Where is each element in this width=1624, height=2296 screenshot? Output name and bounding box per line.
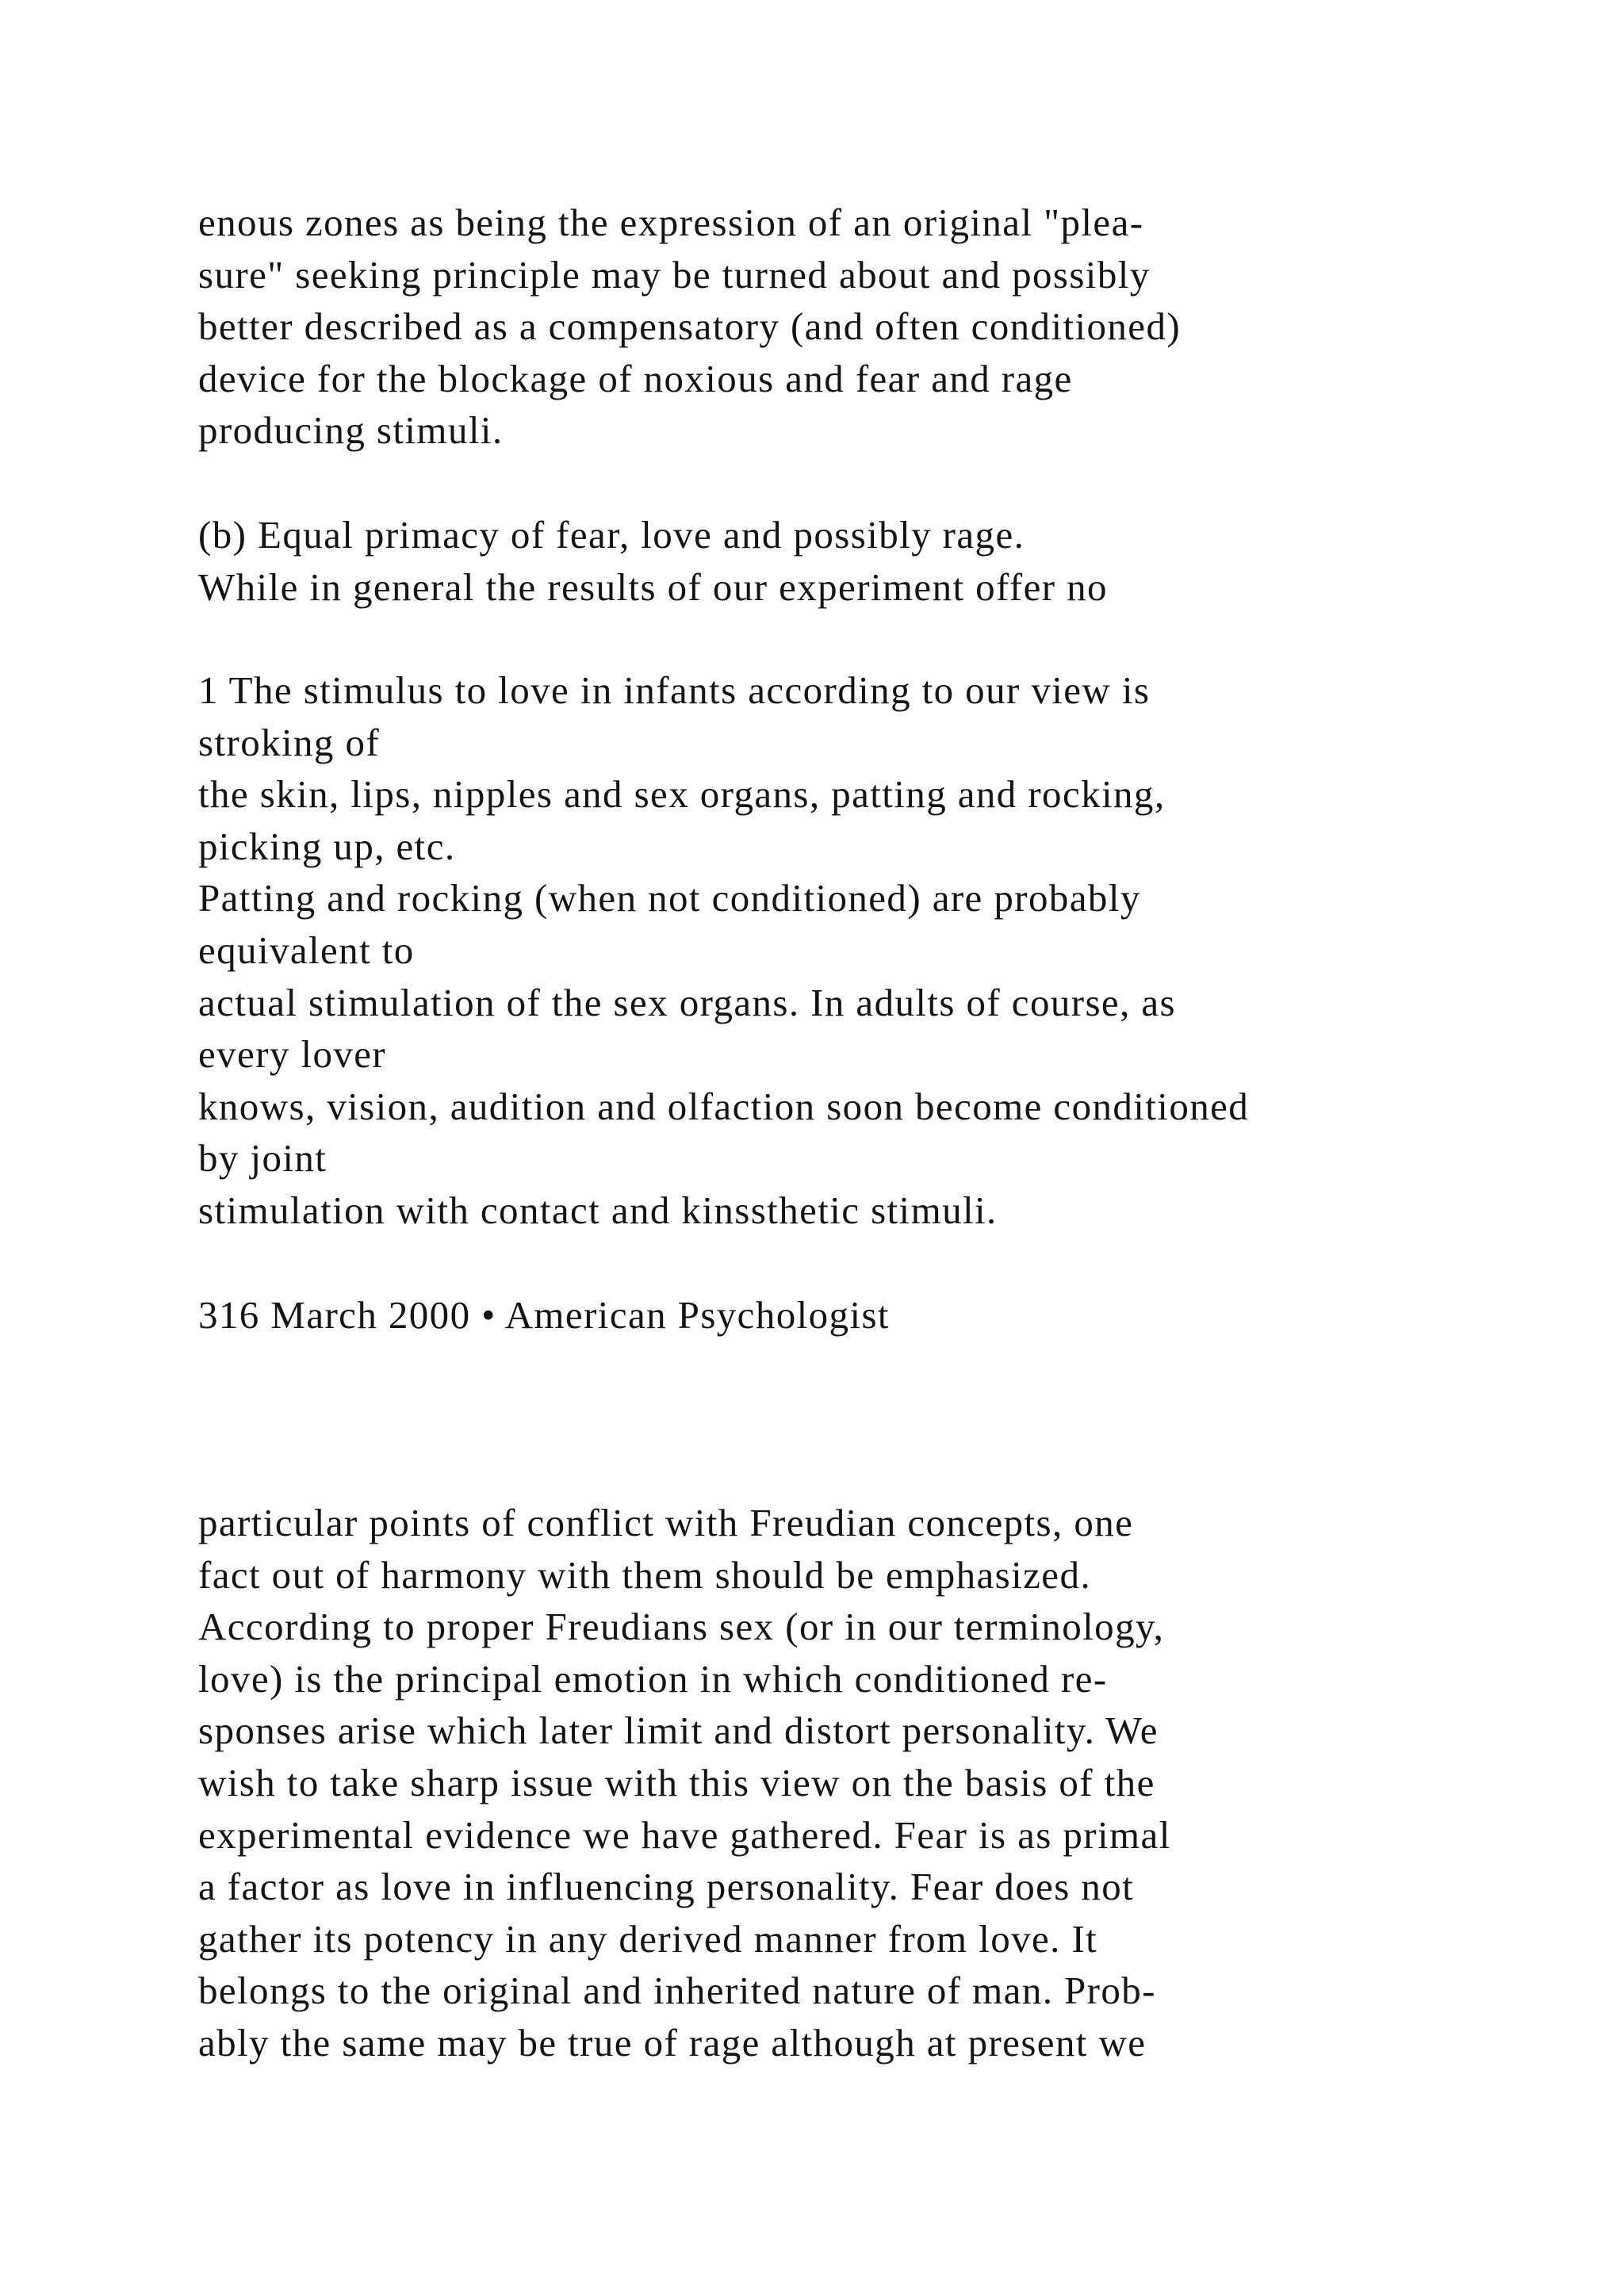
footnote-line: by joint xyxy=(198,1136,327,1181)
section-heading: (b) Equal primacy of fear, love and possibly rage. xyxy=(198,513,1025,557)
text-line: fact out of harmony with them should be emphasized. xyxy=(198,1552,1092,1597)
text-line: wish to take sharp issue with this view on the basis of the xyxy=(198,1760,1155,1804)
footnote-line: the skin, lips, nipples and sex organs, patting and rocking, xyxy=(198,772,1166,817)
paragraph-freudian-conflict xyxy=(198,1497,1562,2069)
text-line: sure" seeking principle may be turned about and possibly xyxy=(198,252,1151,297)
text-line: love) is the principal emotion in which conditioned re- xyxy=(198,1656,1108,1701)
footnote xyxy=(198,664,1562,1237)
text-line: a factor as love in influencing personality. Fear does not xyxy=(198,1865,1135,1909)
footnote-line: stimulation with contact and kinssthetic stimuli. xyxy=(198,1188,998,1232)
page-footer xyxy=(198,1289,1562,1341)
text-line: particular points of conflict with Freudian concepts, one xyxy=(198,1501,1134,1544)
footnote-line: actual stimulation of the sex organs. In adults of course, as xyxy=(198,980,1176,1024)
footnote-line: Patting and rocking (when not conditioned) are probably xyxy=(198,876,1141,920)
text-line: While in general the results of our experiment offer no xyxy=(198,564,1108,609)
text-line: producing stimuli. xyxy=(198,408,504,453)
footnote-line: every lover xyxy=(198,1032,387,1077)
text-line: sponses arise which later limit and distort personality. We xyxy=(198,1709,1159,1753)
text-line: ably the same may be true of rage although at present we xyxy=(198,2020,1147,2064)
text-line: device for the blockage of noxious and fear and rage xyxy=(198,356,1073,400)
paragraph-erogenous-zones xyxy=(198,197,1562,457)
text-line: experimental evidence we have gathered. Fear is as primal xyxy=(198,1812,1171,1857)
footer-text: 316 March 2000 • American Psychologist xyxy=(198,1293,890,1337)
text-line: enous zones as being the expression of an original "plea- xyxy=(198,201,1144,244)
footnote-line: 1 The stimulus to love in infants according to our view is xyxy=(198,668,1151,712)
footnote-line: knows, vision, audition and olfaction soon become conditioned xyxy=(198,1084,1250,1128)
text-line: According to proper Freudians sex (or in our terminology, xyxy=(198,1605,1165,1649)
text-line: better described as a compensatory (and often conditioned) xyxy=(198,304,1182,349)
text-line: gather its potency in any derived manner from love. It xyxy=(198,1916,1098,1961)
footnote-line: stroking of xyxy=(198,720,381,764)
footnote-line: picking up, etc. xyxy=(198,824,456,868)
paragraph-equal-primacy xyxy=(198,509,1562,613)
footnote-line: equivalent to xyxy=(198,928,415,972)
text-line: belongs to the original and inherited nature of man. Prob- xyxy=(198,1969,1156,2013)
